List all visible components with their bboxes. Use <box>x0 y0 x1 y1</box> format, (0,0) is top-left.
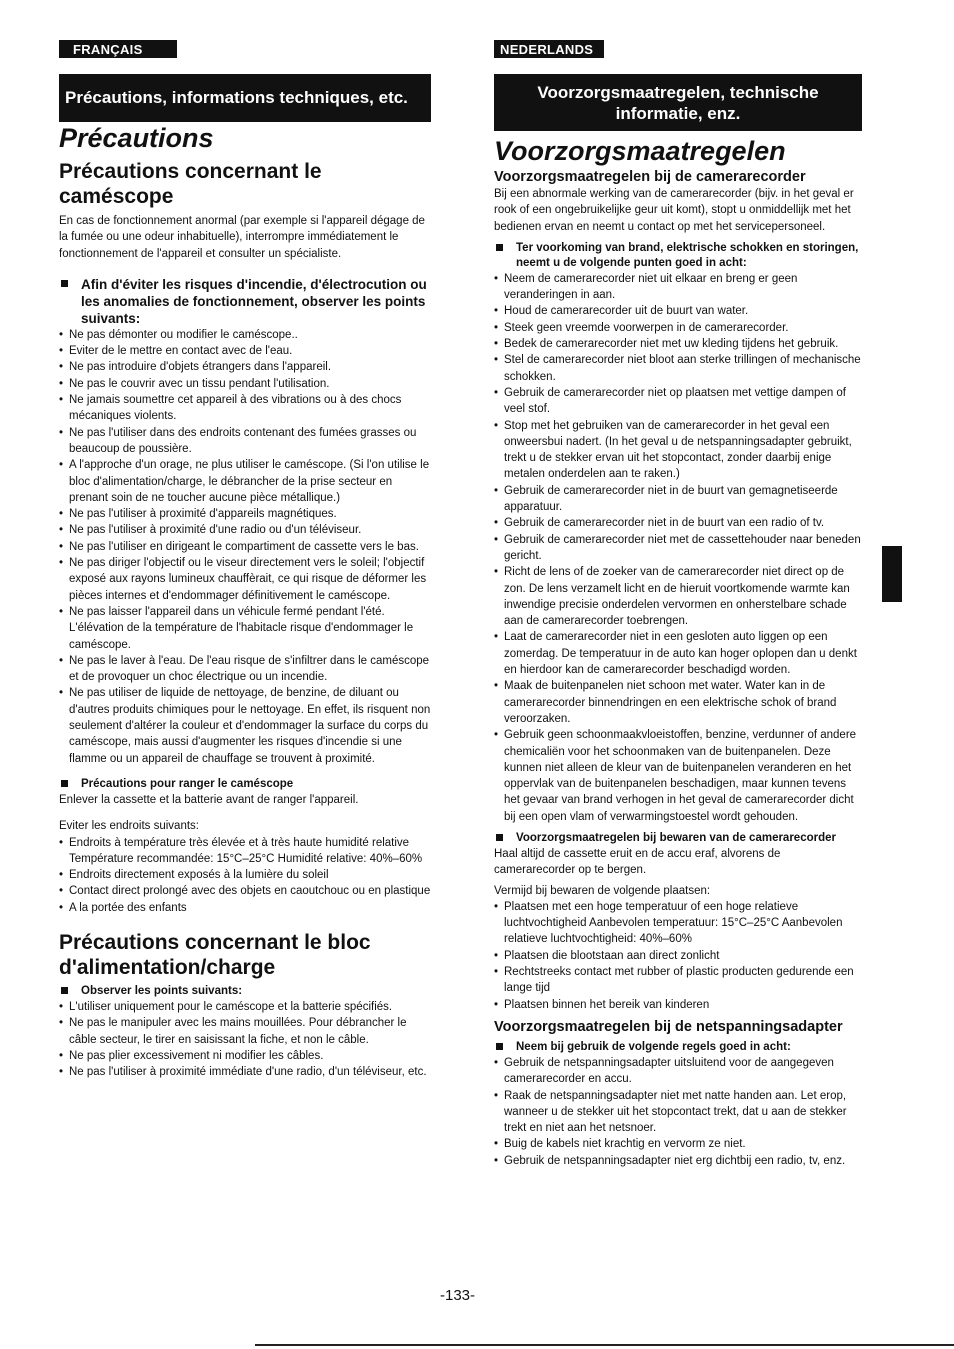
list-item: • Gebruik de camerarecorder niet met de cassettehouder naar beneden gericht. <box>494 532 862 565</box>
list-item: • Plaatsen binnen het bereik van kinderen <box>494 997 862 1013</box>
list-item: • Ne pas l'utiliser à proximité d'appareils magnétiques. <box>59 506 431 522</box>
list-item: • Maak de buitenpanelen niet schoon met water. Water kan in de camerarecorder binnendringen en een elektrische schok of brand veroorzaken. <box>494 678 862 727</box>
list-item: • Richt de lens of de zoeker van de camerarecorder niet direct op de zon. De lens verzamelt licht en de hieruit voortkomende warmte kan inwendige precisie onderdelen vervormen en onherstelbare schade aan de camerarecorder toebrengen. <box>494 564 862 629</box>
section-title-fr: Précautions, informations techniques, etc. <box>59 74 431 122</box>
list-item: • Ne pas plier excessivement ni modifier les câbles. <box>59 1048 431 1064</box>
list-item: • Neem de camerarecorder niet uit elkaar en breng er geen veranderingen in aan. <box>494 271 862 304</box>
storage-heading-fr: Précautions pour ranger le caméscope <box>59 777 431 792</box>
list-item: • L'utiliser uniquement pour le caméscope et la batterie spécifiés. <box>59 999 431 1015</box>
list-item: • Bedek de camerarecorder niet met uw kleding tijdens het gebruik. <box>494 336 862 352</box>
list-item: • Ne pas le manipuler avec les mains mouillées. Pour débrancher le câble secteur, le tirer en saisissant la fiche, et non le câble. <box>59 1015 431 1048</box>
list-item: • Steek geen vreemde voorwerpen in de camerarecorder. <box>494 320 862 336</box>
list-item: • Ne pas utiliser de liquide de nettoyage, de benzine, de diluant ou d'autres produits chimiques pour le nettoyage. En effet, ils risquent non seulement d'altérer la couleur et d'endommager la surface du corps du caméscope, mais aussi d'augmenter les risques d'incendie si une flamme ou un appareil de chauffage se trouvent à proximité. <box>59 685 431 766</box>
list-item: • Laat de camerarecorder niet in een gesloten auto liggen op een zomerdag. De temperatuur in de auto kan hoger oplopen dan u denkt en hierdoor kan de camerarecorder beschadigd worden. <box>494 629 862 678</box>
camera-heading: Voorzorgsmaatregelen bij de camerarecorder <box>494 169 806 185</box>
charger-sub-heading: Observer les points suivants: <box>59 984 431 999</box>
list-item: • Endroits à température très élevée et à très haute humidité relative Température recommandée: 15°C–25°C Humidité relative: 40%–60% <box>59 835 431 868</box>
camescope-heading: Précautions concernant le caméscope <box>59 160 322 208</box>
list-item: • Gebruik de camerarecorder niet op plaatsen met vettige dampen of veel stof. <box>494 385 862 418</box>
adapter-sub-heading: Neem bij gebruik de volgende regels goed in acht: <box>494 1040 862 1055</box>
avoid-text-nl: Vermijd bij bewaren de volgende plaatsen: <box>494 884 711 897</box>
camescope-intro: En cas de fonctionnement anormal (par exemple si l'appareil dégage de la fumée ou une odeur inhabituelle), interrompre immédiatement le fonctionnement de l'appareil et consulter un spécialiste. <box>59 215 425 260</box>
list-item: • Gebruik de netspanningsadapter niet erg dichtbij een radio, tv, enz. <box>494 1153 862 1169</box>
list-item: • Plaatsen die blootstaan aan direct zonlicht <box>494 948 862 964</box>
dutch-column <box>494 40 862 1169</box>
list-item: • Rechtstreeks contact met rubber of plastic producten gedurende een lange tijd <box>494 964 862 997</box>
page-heading-fr: Précautions <box>59 123 214 153</box>
camescope-precaution-list <box>59 327 431 767</box>
avoid-text-fr: Eviter les endroits suivants: <box>59 820 199 833</box>
list-item: • Ne pas diriger l'objectif ou le viseur directement vers le soleil; l'objectif exposé aux rayons lumineux chauffèrait, ce qui risque de déformer les pièces internes et d'endommager définitivement le caméscope. <box>59 555 431 604</box>
list-item: • Ne pas l'utiliser à proximité immédiate d'une radio, d'un téléviseur, etc. <box>59 1064 431 1080</box>
list-item: • A la portée des enfants <box>59 900 431 916</box>
adapter-list <box>494 1055 862 1169</box>
list-item: • Contact direct prolongé avec des objets en caoutchouc ou en plastique <box>59 883 431 899</box>
list-item: • Raak de netspanningsadapter niet met natte handen aan. Let erop, wanneer u de stekker uit het stopcontact trekt, dat u aan de stekker trekt en niet aan het netsnoer. <box>494 1088 862 1137</box>
fire-prevention-heading-nl: Ter voorkoming van brand, elektrische schokken en storingen, neemt u de volgende punten goed in acht: <box>494 241 862 271</box>
list-item: • Ne pas laisser l'appareil dans un véhicule fermé pendant l'été. L'élévation de la température de l'habitacle risque d'endommager le caméscope. <box>59 604 431 653</box>
list-item: • Stel de camerarecorder niet bloot aan sterke trillingen of mechanische schokken. <box>494 352 862 385</box>
language-label-nl: NEDERLANDS <box>494 40 604 58</box>
section-title-nl: Voorzorgsmaatregelen, technische informatie, enz. <box>494 74 862 131</box>
list-item: • Ne pas introduire d'objets étrangers dans l'appareil. <box>59 359 431 375</box>
list-item: • Gebruik de camerarecorder niet in de buurt van gemagnetiseerde apparatuur. <box>494 483 862 516</box>
camera-intro: Bij een abnormale werking van de camerarecorder (bijv. in het geval er rook of een ongebruikelijke geur uit komt), stopt u onmiddellijk met het bedienen ervan en neemt u contact op met het servicepersoneel. <box>494 188 854 233</box>
list-item: • Ne pas démonter ou modifier le caméscope.. <box>59 327 431 343</box>
side-thumb-tab <box>882 546 902 602</box>
list-item: • Ne pas l'utiliser dans des endroits contenant des fumées grasses ou beaucoup de poussière. <box>59 425 431 458</box>
list-item: • Eviter de le mettre en contact avec de l'eau. <box>59 343 431 359</box>
storage-intro-nl: Haal altijd de cassette eruit en de accu eraf, alvorens de camerarecorder op te bergen. <box>494 847 781 877</box>
page-number: -133- <box>440 1287 476 1304</box>
language-label-fr: FRANÇAIS <box>59 40 177 58</box>
charger-heading: Précautions concernant le bloc d'alimentation/charge <box>59 930 371 979</box>
list-item: • Endroits directement exposés à la lumière du soleil <box>59 867 431 883</box>
storage-intro-fr: Enlever la cassette et la batterie avant de ranger l'appareil. <box>59 793 359 806</box>
page-heading-nl: Voorzorgsmaatregelen <box>494 136 786 166</box>
fire-prevention-heading-fr: Afin d'éviter les risques d'incendie, d'électrocution ou les anomalies de fonctionnement, observer les points suivants: <box>59 276 431 327</box>
camera-precaution-list <box>494 271 862 825</box>
list-item: • Gebruik de camerarecorder niet in de buurt van een radio of tv. <box>494 515 862 531</box>
list-item: • Ne pas le laver à l'eau. De l'eau risque de s'infiltrer dans le caméscope et de provoquer un choc électrique ou un incendie. <box>59 653 431 686</box>
footer-rule <box>255 1344 954 1346</box>
storage-heading-nl: Voorzorgsmaatregelen bij bewaren van de camerarecorder <box>494 831 862 846</box>
charger-list <box>59 999 431 1080</box>
list-item: • Ne jamais soumettre cet appareil à des vibrations ou à des chocs mécaniques violents. <box>59 392 431 425</box>
list-item: • Buig de kabels niet krachtig en vervorm ze niet. <box>494 1136 862 1152</box>
list-item: • Gebruik de netspanningsadapter uitsluitend voor de aangegeven camerarecorder en accu. <box>494 1055 862 1088</box>
storage-list-fr <box>59 835 431 916</box>
list-item: • Gebruik geen schoonmaakvloeistoffen, benzine, verdunner of andere chemicaliën voor het schoonmaken van de buitenpanelen. Deze kunnen niet alleen de kleur van de buitenpanelen veranderen en het oppervlak van de buitenpanelen beschadigen, maar kunnen tevens het gevaar van brand verhogen in het geval de camerarecorder dicht bij een open vlam of verwarmingstoestel wordt gehouden. <box>494 727 862 825</box>
list-item: • Stop met het gebruiken van de camerarecorder in het geval een onweersbui nadert. (In het geval u de netspanningsadapter gebruikt, trekt u de stekker ervan uit het stopcontact, zonder daarbij enige metalen onderdelen aan te raken.) <box>494 418 862 483</box>
list-item: • Ne pas le couvrir avec un tissu pendant l'utilisation. <box>59 376 431 392</box>
list-item: • Ne pas l'utiliser à proximité d'une radio ou d'un téléviseur. <box>59 522 431 538</box>
list-item: • Plaatsen met een hoge temperatuur of een hoge relatieve luchtvochtigheid Aanbevolen temperatuur: 15°C–25°C Aanbevolen relatieve luchtvochtigheid: 40%–60% <box>494 899 862 948</box>
list-item: • Ne pas l'utiliser en dirigeant le compartiment de cassette vers le bas. <box>59 539 431 555</box>
french-column <box>59 40 431 1080</box>
storage-list-nl <box>494 899 862 1013</box>
list-item: • Houd de camerarecorder uit de buurt van water. <box>494 303 862 319</box>
adapter-heading: Voorzorgsmaatregelen bij de netspanningsadapter <box>494 1018 843 1035</box>
list-item: • A l'approche d'un orage, ne plus utiliser le caméscope. (Si l'on utilise le bloc d'alimentation/charge, le débrancher de la prise secteur en prenant soin de ne toucher aucune pièce métallique.) <box>59 457 431 506</box>
